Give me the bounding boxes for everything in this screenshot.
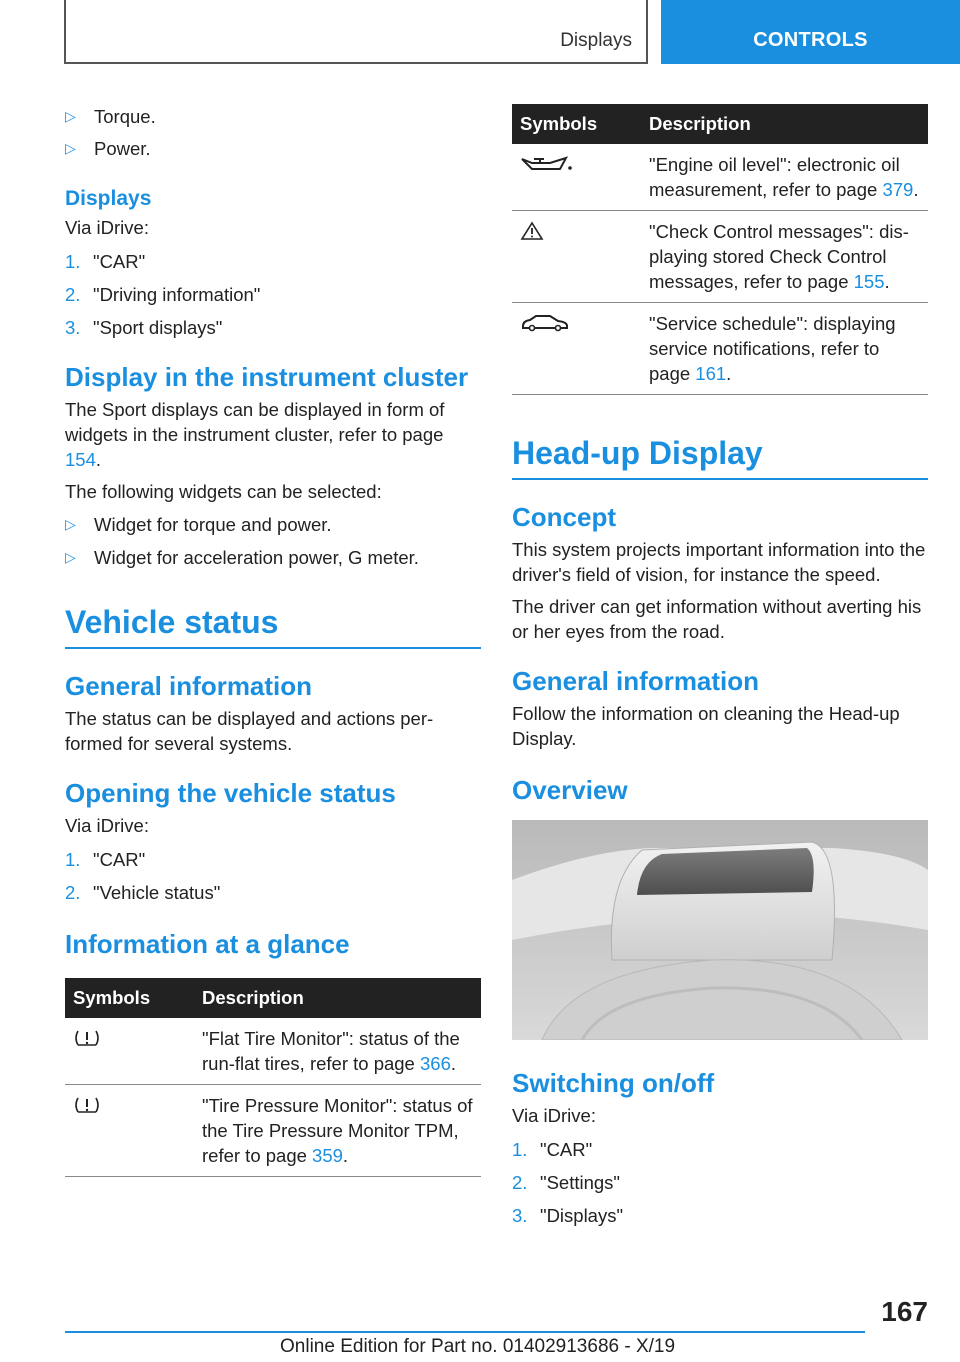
- table-cell: "Service schedule": displaying service notifications, refer to page 161.: [641, 303, 928, 395]
- oil-can-icon: [520, 159, 574, 180]
- paragraph: Via iDrive:: [65, 217, 149, 238]
- left-column: [65, 104, 481, 1177]
- page-link[interactable]: 154: [65, 449, 96, 470]
- section-heading-general: General information: [512, 666, 760, 696]
- section-heading-general: General information: [65, 671, 313, 701]
- chapter-heading-hud: Head-up Display: [512, 435, 928, 480]
- triangle-bullet-icon: ▷: [65, 140, 76, 156]
- bullet-item: ▷ Widget for acceleration power, G meter.: [65, 547, 419, 568]
- warning-triangle-icon: [520, 224, 544, 245]
- paragraph: Via iDrive:: [65, 815, 149, 836]
- table-header-row: [65, 978, 481, 1018]
- table-row: [65, 1018, 481, 1085]
- right-column: [512, 104, 928, 1228]
- symbols-table: [512, 104, 928, 395]
- chapter-heading-vehicle-status: Vehicle status: [65, 604, 481, 649]
- section-heading-overview: Overview: [512, 775, 628, 805]
- tire-warning-icon: [73, 1098, 101, 1119]
- section-heading-opening: Opening the vehicle status: [65, 778, 396, 808]
- paragraph: The following widgets can be selected:: [65, 481, 382, 502]
- list-item: 3. "Sport displays": [65, 317, 223, 338]
- bullet-item: ▷ Widget for torque and power.: [65, 514, 332, 535]
- page-link[interactable]: 155: [853, 271, 885, 292]
- tire-warning-icon: [73, 1031, 101, 1052]
- table-row: [512, 211, 928, 303]
- table-cell: "Engine oil level": electronic oil measurement, refer to page 379.: [641, 144, 928, 211]
- paragraph: Follow the information on cleaning the Head-up Display.: [512, 703, 900, 749]
- table-header-symbols: Symbols: [512, 104, 641, 144]
- car-service-icon: [520, 316, 570, 337]
- symbols-table: [65, 978, 481, 1177]
- footer-edition: Online Edition for Part no. 01402913686 - X/19: [280, 1336, 676, 1357]
- page-link[interactable]: 161: [695, 363, 727, 384]
- bullet-item: ▷ Power.: [65, 138, 151, 159]
- paragraph: The status can be displayed and actions per-formed for several systems.: [65, 708, 434, 754]
- table-cell: "Check Control messages": dis-playing stored Check Control messages, refer to page 155.: [641, 211, 928, 303]
- table-header-row: [512, 104, 928, 144]
- table-row: [65, 1085, 481, 1177]
- triangle-bullet-icon: ▷: [65, 108, 76, 124]
- page-link[interactable]: 379: [882, 179, 914, 200]
- section-heading-glance: Information at a glance: [65, 929, 350, 959]
- page-link[interactable]: 366: [420, 1053, 451, 1074]
- table-cell: "Flat Tire Monitor": status of the run-flat tires, refer to page 366.: [194, 1018, 481, 1085]
- section-heading-switching: Switching on/off: [512, 1068, 715, 1098]
- bullet-item: ▷ Torque.: [65, 106, 156, 127]
- list-item: 1. "CAR": [65, 251, 146, 272]
- section-heading-displays: Displays: [65, 187, 152, 210]
- header-tab-label: CONTROLS: [753, 29, 868, 51]
- page-link[interactable]: 359: [312, 1145, 343, 1166]
- list-item: 2. "Settings": [512, 1172, 620, 1193]
- page-number: 167: [881, 1296, 928, 1327]
- footer-divider: [65, 1331, 865, 1333]
- list-item: 2. "Driving information": [65, 284, 261, 305]
- table-row: [512, 144, 928, 211]
- table-row: [512, 303, 928, 395]
- paragraph: Via iDrive:: [512, 1105, 596, 1126]
- paragraph: The driver can get information without averting his or her eyes from the road.: [512, 596, 922, 642]
- section-heading-concept: Concept: [512, 502, 616, 532]
- section-heading-instrument: Display in the instrument cluster: [65, 362, 469, 392]
- triangle-bullet-icon: ▷: [65, 516, 76, 532]
- table-header-description: Description: [641, 104, 928, 144]
- paragraph: The Sport displays can be displayed in form of widgets in the instrument cluster, refer to page 154.: [65, 399, 445, 470]
- list-item: 1. "CAR": [512, 1139, 593, 1160]
- list-item: 1. "CAR": [65, 849, 146, 870]
- hud-photo: [512, 820, 928, 1040]
- list-item: 3. "Displays": [512, 1205, 624, 1226]
- header-tab-controls[interactable]: [661, 0, 960, 64]
- paragraph: This system projects important information into the driver's field of vision, for instance the speed.: [512, 539, 926, 585]
- triangle-bullet-icon: ▷: [65, 549, 76, 565]
- table-cell: "Tire Pressure Monitor": status of the Tire Pressure Monitor TPM, refer to page 359.: [194, 1085, 481, 1177]
- header-section-title: Displays: [560, 30, 632, 51]
- list-item: 2. "Vehicle status": [65, 882, 221, 903]
- table-header-description: Description: [194, 978, 481, 1018]
- table-header-symbols: Symbols: [65, 978, 194, 1018]
- header-box: [64, 0, 648, 64]
